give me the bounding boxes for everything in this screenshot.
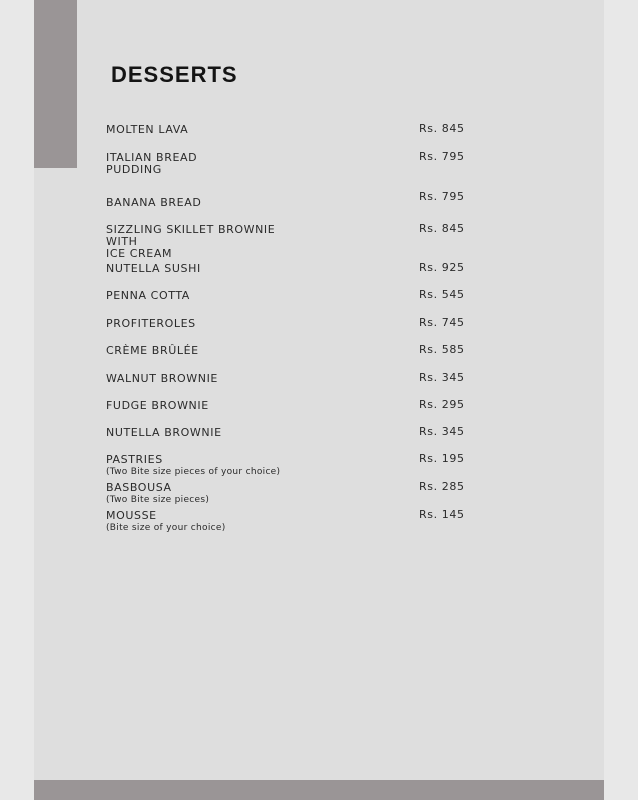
item-price: Rs. 845 bbox=[419, 122, 465, 135]
menu-item-fudge-brownie bbox=[106, 400, 526, 412]
item-name: BASBOUSA bbox=[106, 481, 172, 494]
item-name: NUTELLA SUSHI bbox=[106, 262, 201, 275]
menu-item-creme-brulee bbox=[106, 345, 526, 357]
item-name: ITALIAN BREAD PUDDING bbox=[106, 151, 198, 176]
item-name: CRÈME BRÛLÉE bbox=[106, 344, 199, 357]
menu-item-nutella-sushi bbox=[106, 263, 526, 275]
menu-item-walnut-brownie bbox=[106, 373, 526, 385]
item-price: Rs. 795 bbox=[419, 150, 465, 163]
item-name: MOUSSE bbox=[106, 509, 157, 522]
menu-item-sizzling-skillet-brownie bbox=[106, 224, 526, 260]
item-name: PASTRIES bbox=[106, 453, 163, 466]
item-price: Rs. 295 bbox=[419, 398, 465, 411]
item-price: Rs. 585 bbox=[419, 343, 465, 356]
item-name: PROFITEROLES bbox=[106, 317, 196, 330]
item-price: Rs. 345 bbox=[419, 425, 465, 438]
menu-item-penna-cotta bbox=[106, 290, 526, 302]
menu-item-banana-bread bbox=[106, 190, 526, 209]
item-note: (Bite size of your choice) bbox=[106, 523, 226, 533]
item-name: NUTELLA BROWNIE bbox=[106, 426, 222, 439]
item-price: Rs. 845 bbox=[419, 222, 465, 235]
item-price: Rs. 545 bbox=[419, 288, 465, 301]
menu-item-nutella-brownie bbox=[106, 427, 526, 439]
page-title: DESSERTS bbox=[111, 62, 238, 87]
item-name: FUDGE BROWNIE bbox=[106, 399, 209, 412]
item-price: Rs. 285 bbox=[419, 480, 465, 493]
item-price: Rs. 195 bbox=[419, 452, 465, 465]
menu-item-italian-bread-pudding bbox=[106, 152, 526, 176]
item-name: SIZZLING SKILLET BROWNIE WITH ICE CREAM bbox=[106, 223, 276, 260]
item-name: WALNUT BROWNIE bbox=[106, 372, 218, 385]
item-note: (Two Bite size pieces of your choice) bbox=[106, 467, 281, 477]
item-price: Rs. 745 bbox=[419, 316, 465, 329]
menu-item-pastries bbox=[106, 454, 526, 478]
menu-item-molten-lava bbox=[106, 124, 526, 136]
item-price: Rs. 145 bbox=[419, 508, 465, 521]
item-name: PENNA COTTA bbox=[106, 289, 190, 302]
item-price: Rs. 795 bbox=[419, 190, 465, 203]
item-name: MOLTEN LAVA bbox=[106, 123, 189, 136]
accent-bar bbox=[34, 0, 77, 168]
menu-item-basbousa bbox=[106, 482, 526, 506]
menu-item-profiteroles bbox=[106, 318, 526, 330]
footer-bar bbox=[34, 780, 604, 800]
item-price: Rs. 345 bbox=[419, 371, 465, 384]
item-price: Rs. 925 bbox=[419, 261, 465, 274]
menu-item-mousse bbox=[106, 510, 526, 534]
item-name: BANANA BREAD bbox=[106, 196, 202, 209]
item-note: (Two Bite size pieces) bbox=[106, 495, 210, 505]
